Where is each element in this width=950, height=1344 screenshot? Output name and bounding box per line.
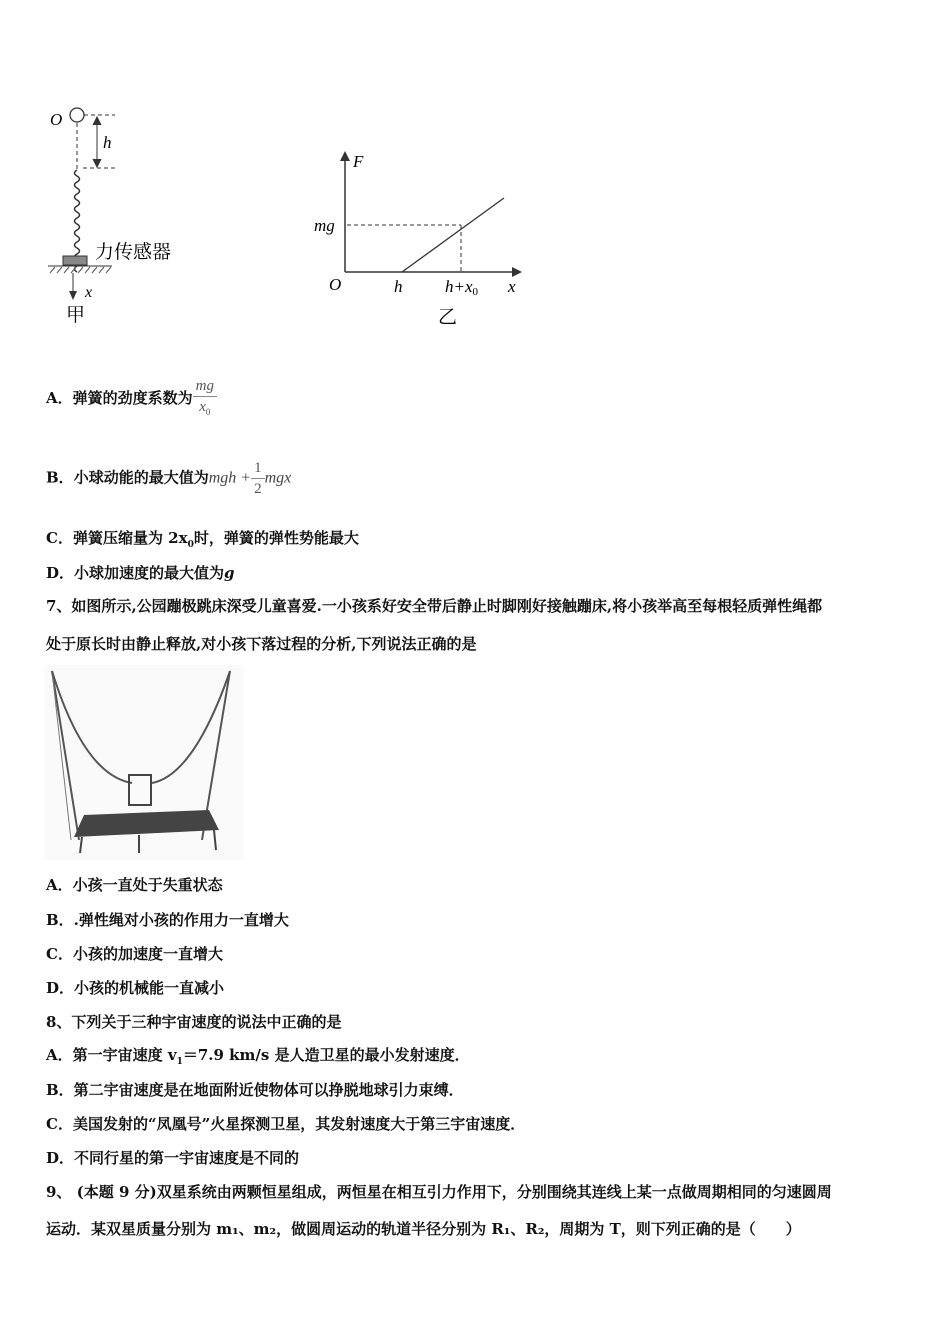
fig-sensor-label: 力传感器 [95,242,172,263]
q7-option-d: D．小孩的机械能一直减小 [46,979,225,997]
fig-left-origin: O [50,110,63,129]
fig-hx0-tick: h+x [445,277,473,296]
q8-option-d: D．不同行星的第一宇宙速度是不同的 [46,1149,300,1167]
fig-right-origin: O [329,275,342,294]
fig-left-caption: 甲 [66,305,86,326]
svg-text:h+x0: h+x0 [445,277,479,298]
q7-option-c: C．小孩的加速度一直增大 [46,945,223,963]
q8-option-b: B．第二宇宙速度是在地面附近使物体可以挣脱地球引力束缚． [46,1081,464,1099]
q9-stem-line1: 9、 (本题 9 分)双星系统由两颗恒星组成，两恒星在相互引力作用下，分别围绕其连线上某一点做周期相同的匀速圆周 [46,1183,832,1201]
fig-mg-label: mg [314,216,335,235]
q7-stem-line1: 7、如图所示,公园蹦极跳床深受儿童喜爱.一小孩系好安全带后静止时脚刚好接触蹦床,将小孩举高至每根轻质弹性绳都 [46,597,823,615]
q8-option-c: C．美国发射的“凤凰号”火星探测卫星，其发射速度大于第三宇宙速度． [46,1115,526,1133]
fig-axis-F: F [353,152,364,171]
q7-option-a: A．小孩一直处于失重状态 [46,876,223,894]
q6-option-c: C．弹簧压缩量为 $2x_0$时，弹簧的弹性势能最大 [46,529,359,550]
fig-axis-x: x [508,277,516,296]
q8-option-a: A．第一宇宙速度 $v_1=7.9$ km/s 是人造卫星的最小发射速度． [46,1046,470,1067]
q6-option-b: B．小球动能的最大值为mgh + $\frac{1}{2}$ mgx [46,460,292,497]
q9-stem-line2: 运动．某双星质量分别为 m₁、m₂，做圆周运动的轨道半径分别为 R₁、R₂，周期为 T，则下列正确的是（ ） [46,1220,801,1238]
fig-h-tick: h [394,277,403,296]
fig-right-caption: 乙 [438,307,458,328]
fig-left-x: x [85,284,93,301]
q7-option-b: B．.弹性绳对小孩的作用力一直增大 [46,911,289,929]
figure-spring-force-sensor [40,95,540,335]
q7-stem-line2: 处于原长时由静止释放,对小孩下落过程的分析,下列说法正确的是 [46,635,477,653]
q8-stem: 8、下列关于三种宇宙速度的说法中正确的是 [46,1013,342,1031]
q6-option-a: A．弹簧的劲度系数为 $\frac{mg}{x_0}$ [46,376,217,422]
fig-left-h: h [103,133,112,152]
q6-option-d: D．小球加速度的最大值为g [46,564,235,582]
trampoline-bungee-photo [44,665,244,860]
